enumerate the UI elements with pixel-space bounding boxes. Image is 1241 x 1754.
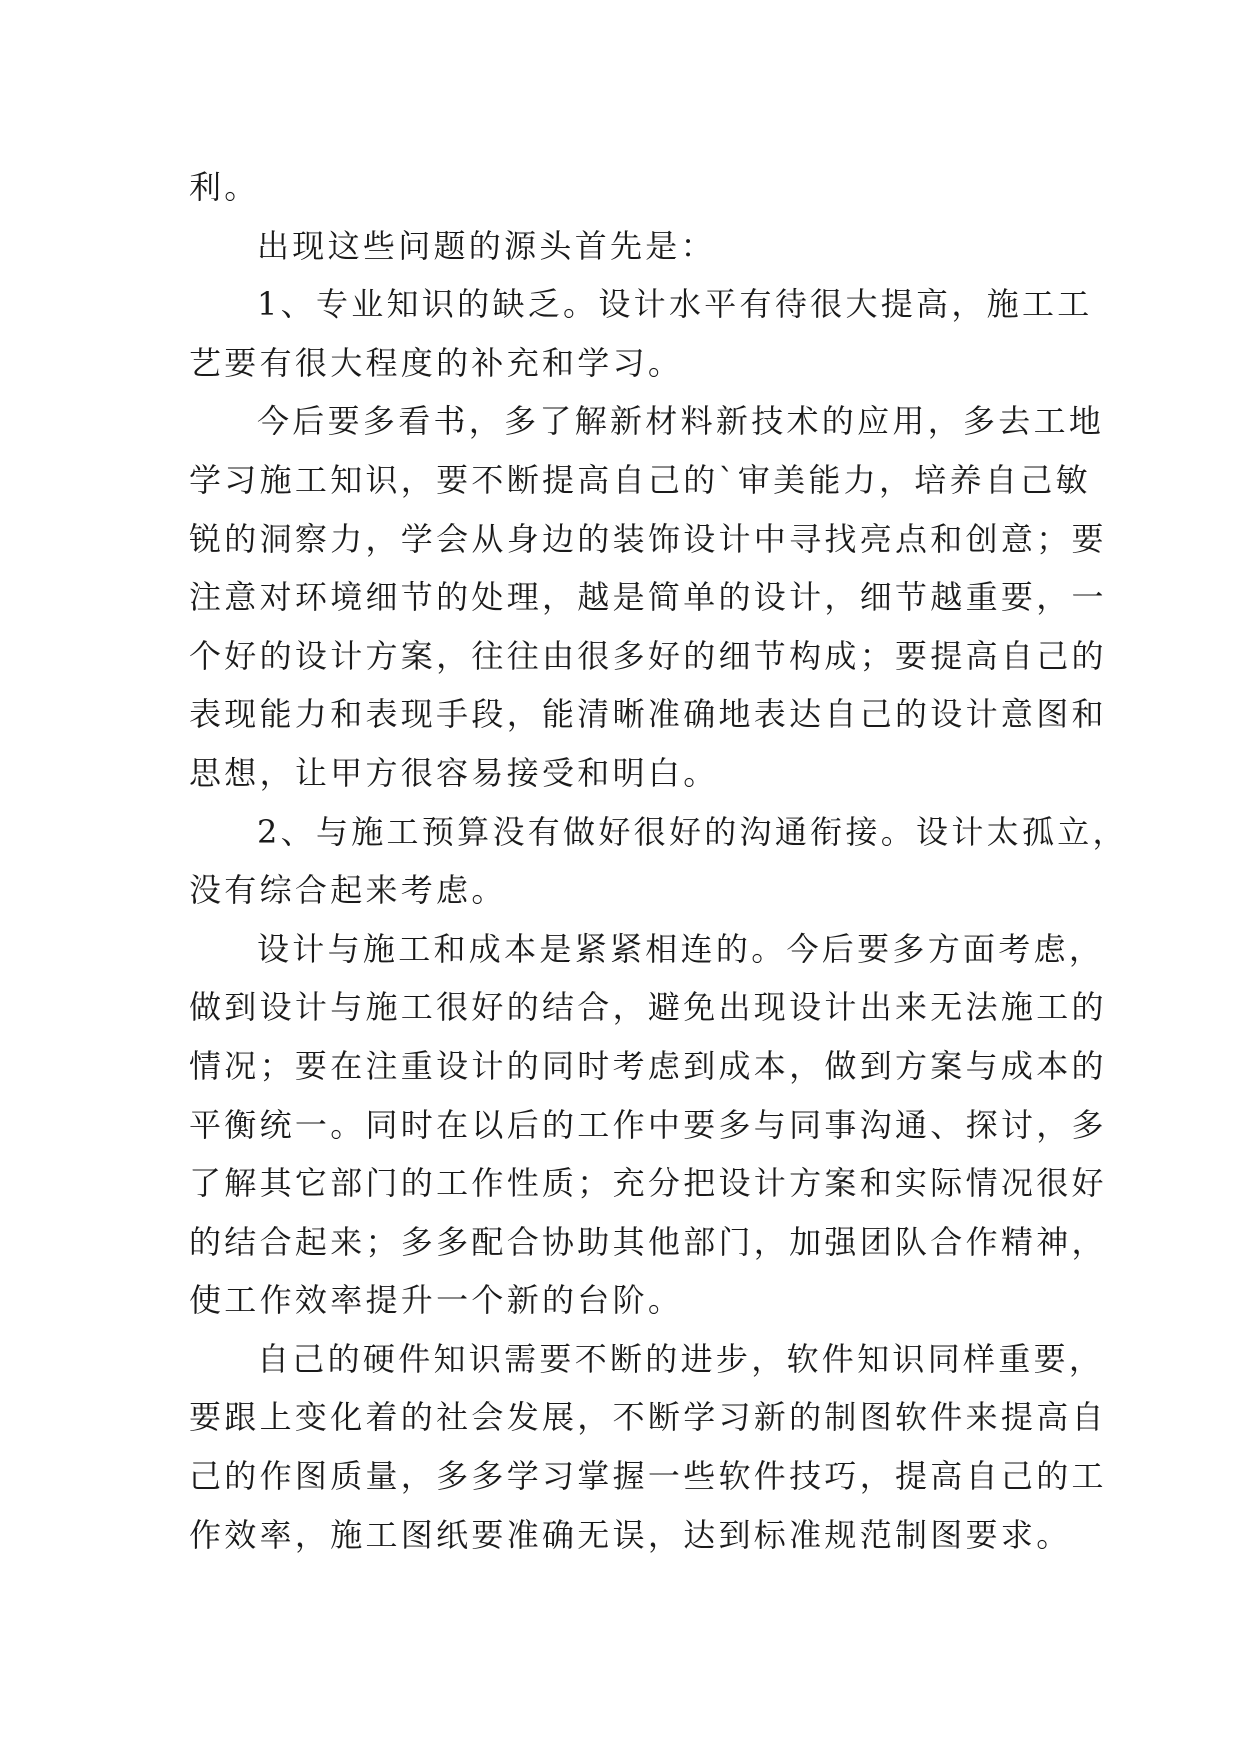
text-line: 设计与施工和成本是紧紧相连的。今后要多方面考虑，	[257, 929, 1105, 968]
text-line: 情况；要在注重设计的同时考虑到成本，做到方案与成本的	[189, 1046, 1107, 1085]
document-body	[189, 158, 1128, 1564]
text-line: 作效率，施工图纸要准确无误，达到标准规范制图要求。	[189, 1515, 1072, 1554]
text-line: 注意对环境细节的处理，越是简单的设计，细节越重要，一	[189, 578, 1107, 617]
text-line: 今后要多看书，多了解新材料新技术的应用，多去工地	[257, 402, 1105, 441]
text-line: 1、专业知识的缺乏。设计水平有待很大提高，施工工	[257, 285, 1093, 324]
text-line: 个好的设计方案，往往由很多好的细节构成；要提高自己的	[189, 636, 1107, 675]
text-line: 做到设计与施工很好的结合，避免出现设计出来无法施工的	[189, 988, 1107, 1027]
text-line: 没有综合起来考虑。	[189, 871, 507, 910]
text-line: 自己的硬件知识需要不断的进步，软件知识同样重要，	[257, 1339, 1105, 1378]
text-line: 出现这些问题的源头首先是：	[257, 226, 716, 265]
text-line: 平衡统一。同时在以后的工作中要多与同事沟通、探讨，多	[189, 1105, 1107, 1144]
text-line: 2、与施工预算没有做好很好的沟通衔接。设计太孤立，	[257, 812, 1128, 851]
text-line: 要跟上变化着的社会发展，不断学习新的制图软件来提高自	[189, 1398, 1107, 1437]
text-line: 艺要有很大程度的补充和学习。	[189, 343, 684, 382]
text-line: 表现能力和表现手段，能清晰准确地表达自己的设计意图和	[189, 695, 1107, 734]
text-line: 己的作图质量，多多学习掌握一些软件技巧，提高自己的工	[189, 1457, 1107, 1496]
text-line: 学习施工知识，要不断提高自己的`审美能力，培养自己敏	[189, 460, 1091, 499]
text-line: 锐的洞察力，学会从身边的装饰设计中寻找亮点和创意；要	[189, 519, 1107, 558]
text-line: 思想，让甲方很容易接受和明白。	[189, 753, 719, 792]
text-line: 了解其它部门的工作性质；充分把设计方案和实际情况很好	[189, 1164, 1107, 1203]
text-line: 的结合起来；多多配合协助其他部门，加强团队合作精神，	[189, 1222, 1107, 1261]
text-line: 利。	[189, 168, 260, 206]
text-line: 使工作效率提升一个新的台阶。	[189, 1281, 684, 1320]
